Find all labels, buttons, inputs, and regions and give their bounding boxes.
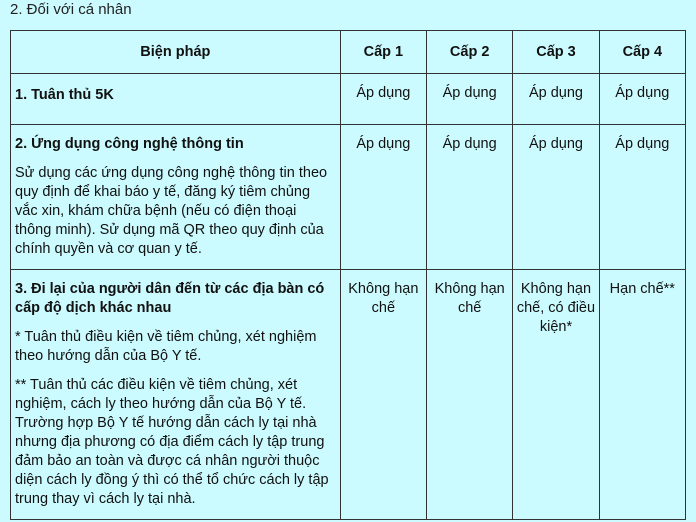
measure-description: Sử dụng các ứng dụng công nghệ thông tin theo quy định để khai báo y tế, đăng ký tiêm chủng vắc xin, khám chữa bệnh (nếu có điện thoại thông minh). Sử dụng mã QR theo quy định của chính quyền và cơ quan y tế. bbox=[15, 165, 328, 257]
measures-table bbox=[10, 30, 686, 520]
measure-cell bbox=[11, 74, 341, 125]
header-level-1: Cấp 1 bbox=[340, 31, 426, 74]
measure-note-1: * Tuân thủ điều kiện về tiêm chủng, xét nghiệm theo hướng dẫn của Bộ Y tế. bbox=[15, 329, 317, 364]
level-cell: Hạn chế** bbox=[599, 270, 685, 520]
section-heading: 2. Đối với cá nhân bbox=[10, 1, 132, 18]
measure-title: 3. Đi lại của người dân đến từ các địa bàn có cấp độ dịch khác nhau bbox=[15, 281, 325, 316]
level-cell: Áp dụng bbox=[513, 125, 599, 270]
table-row bbox=[11, 125, 686, 270]
measure-cell bbox=[11, 125, 341, 270]
table-header-row bbox=[11, 31, 686, 74]
level-cell: Không hạn chế bbox=[340, 270, 426, 520]
level-cell: Áp dụng bbox=[340, 125, 426, 270]
level-cell: Không hạn chế, có điều kiện* bbox=[513, 270, 599, 520]
table-row bbox=[11, 74, 686, 125]
level-cell: Không hạn chế bbox=[427, 270, 513, 520]
header-level-2: Cấp 2 bbox=[427, 31, 513, 74]
level-cell: Áp dụng bbox=[599, 125, 685, 270]
measure-note-2: ** Tuân thủ các điều kiện về tiêm chủng, xét nghiệm, cách ly theo hướng dẫn của Bộ Y tế. Trường hợp Bộ Y tế hướng dẫn cách ly tại nhà nhưng địa phương có địa điểm cách ly tập trung đảm bảo an toàn và được cá nhân người thuộc diện cách ly đồng ý thì có thể tổ chức cách ly tập trung thay vì cách ly tại nhà. bbox=[15, 377, 329, 507]
header-level-4: Cấp 4 bbox=[599, 31, 685, 74]
level-cell: Áp dụng bbox=[427, 125, 513, 270]
measure-cell bbox=[11, 270, 341, 520]
level-cell: Áp dụng bbox=[427, 74, 513, 125]
header-measure: Biện pháp bbox=[11, 31, 341, 74]
table-row bbox=[11, 270, 686, 520]
measure-title: 2. Ứng dụng công nghệ thông tin bbox=[15, 136, 244, 152]
header-level-3: Cấp 3 bbox=[513, 31, 599, 74]
level-cell: Áp dụng bbox=[340, 74, 426, 125]
measure-title: 1. Tuân thủ 5K bbox=[15, 87, 114, 103]
level-cell: Áp dụng bbox=[513, 74, 599, 125]
level-cell: Áp dụng bbox=[599, 74, 685, 125]
